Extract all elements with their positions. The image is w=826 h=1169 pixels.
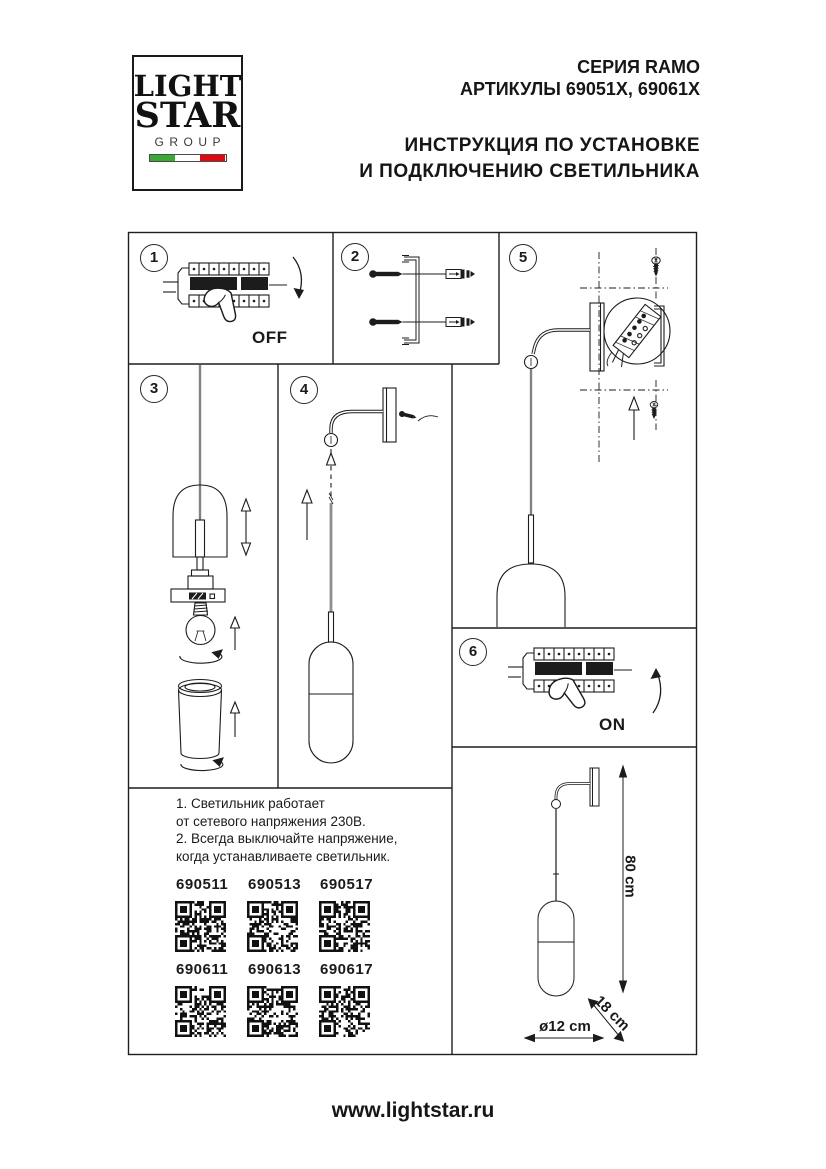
logo-word-light: LIGHT (133, 69, 242, 103)
step-circle-6 (459, 638, 487, 666)
articles-title: АРТИКУЛЫ 69051X, 69061X (459, 79, 700, 99)
step-number: 4 (299, 381, 309, 398)
step2-drawing-mounting-kit (369, 256, 475, 345)
qr-code-690611 (175, 986, 226, 1037)
article-number: 690611 (176, 961, 229, 978)
step5-drawing-wall-mounting (497, 248, 670, 627)
depth-dimension-label: 18 cm (590, 992, 634, 1035)
step-circle-1 (140, 244, 168, 272)
instruction-title-line2: И ПОДКЛЮЧЕНИЮ СВЕТИЛЬНИКА (359, 161, 700, 182)
qr-code-690517 (319, 901, 370, 952)
step1-drawing-breaker-off (163, 257, 304, 323)
step-number: 2 (350, 248, 360, 265)
step6-drawing-breaker-on (508, 648, 661, 713)
note-line: когда устанавливаете светильник. (176, 848, 391, 864)
step-circle-2 (341, 243, 369, 271)
diameter-dimension-label: ø12 cm (539, 1018, 591, 1035)
step-number: 6 (468, 643, 478, 660)
article-number: 690617 (320, 961, 374, 978)
note-line: 2. Всегда выключайте напряжение, (176, 831, 398, 846)
note-line: от сетевого напряжения 230В. (176, 813, 366, 829)
logo-word-star: STAR (134, 95, 241, 136)
step-circle-4 (290, 376, 318, 404)
article-number: 690613 (248, 961, 302, 978)
qr-code-690511 (175, 901, 226, 952)
article-number: 690511 (176, 876, 229, 893)
logo-word-group: GROUP (154, 135, 226, 149)
step-circle-5 (509, 244, 537, 272)
step-number: 3 (149, 380, 159, 397)
step-number: 5 (518, 249, 528, 266)
article-number: 690513 (248, 876, 302, 893)
qr-code-690617 (319, 986, 370, 1037)
series-title: СЕРИЯ RAMO (577, 57, 700, 77)
step-circle-3 (140, 375, 168, 403)
note-line: 1. Светильник работает (176, 796, 325, 811)
qr-code-690513 (247, 901, 298, 952)
height-dimension-label: 80 cm (621, 855, 639, 898)
instruction-title-line1: ИНСТРУКЦИЯ ПО УСТАНОВКЕ (404, 135, 700, 156)
safety-notes (176, 795, 397, 865)
article-number: 690517 (320, 876, 374, 893)
qr-code-690613 (247, 986, 298, 1037)
on-label: ON (599, 715, 626, 734)
step3-drawing-shade-and-bulb (171, 365, 251, 771)
off-label: OFF (252, 328, 288, 347)
step4-drawing-rod-assembly (302, 388, 438, 763)
step-number: 1 (149, 249, 159, 266)
website-url: www.lightstar.ru (331, 1099, 495, 1122)
